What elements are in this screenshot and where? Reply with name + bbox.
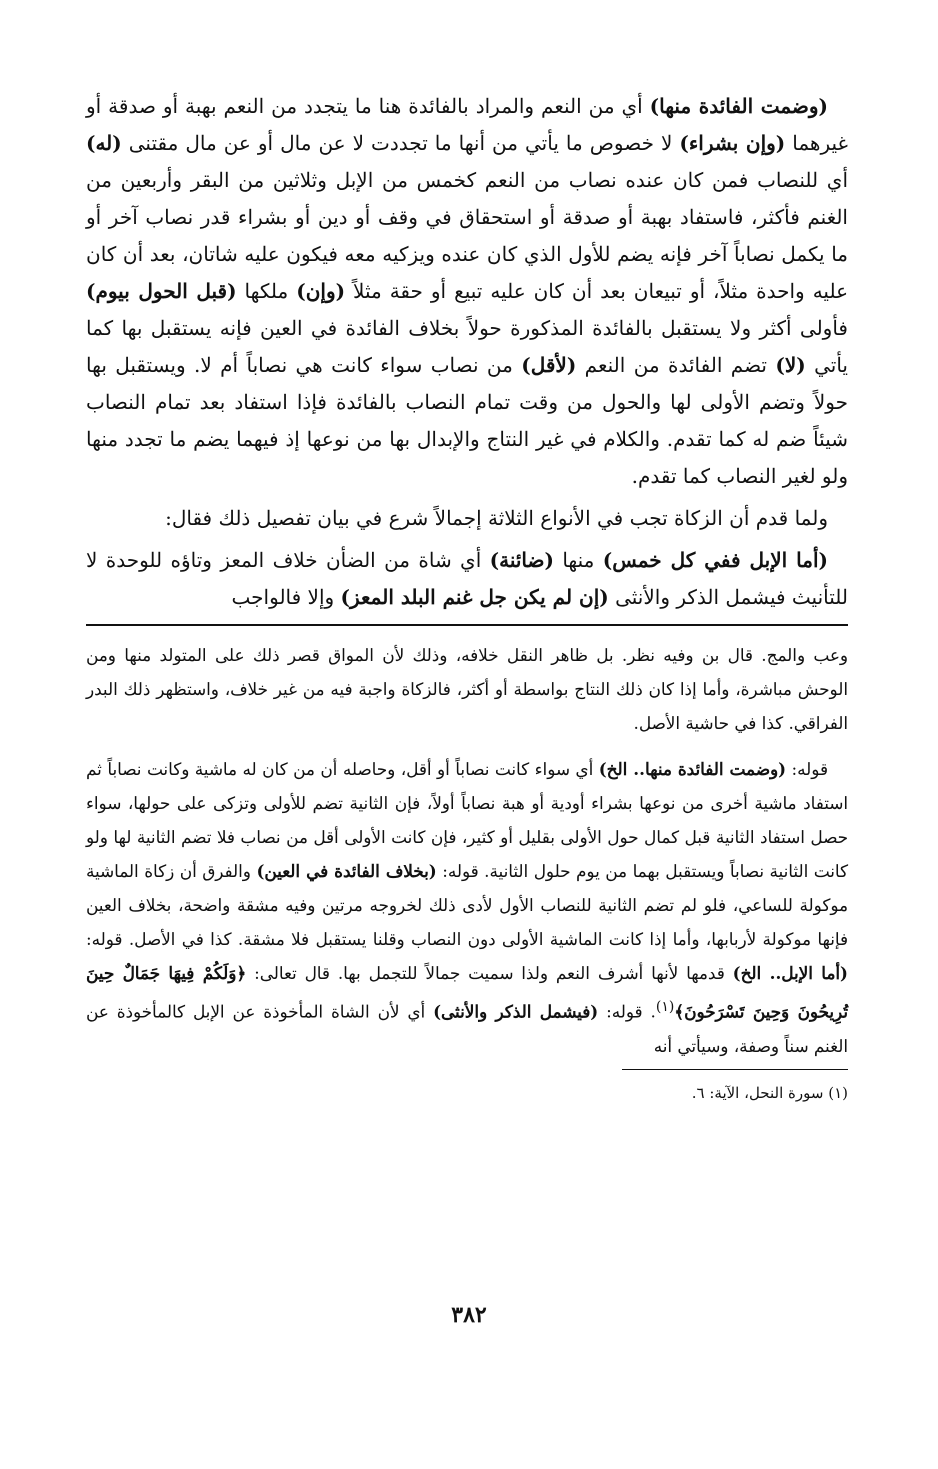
note-paragraph-1: وعب والمج. قال بن وفيه نظر. بل ظاهر النقل خلافه، وذلك لأن المواق قصر ذلك على المتولد منها ومن الوحش مباشرة، وأما إذا كان ذلك النتاج بواسطة أو أكثر، فالزكاة واجبة فيه من غير خلاف، واستظهر ذلك البدر الفراقي. كذا في حاشية الأصل.: [86, 645, 848, 733]
text-run: فأولى أكثر ولا يستقبل بالفائدة المذكورة حولاً بخلاف الفائدة في العين فإنه يستقبل بها كما يأتي: [86, 316, 848, 377]
footnote: (١) سورة النحل، الآية: ٦.: [691, 1083, 848, 1102]
page: [86, 88, 848, 1108]
main-text: [86, 88, 848, 616]
section-divider: [86, 624, 848, 626]
bold-term: (فيشمل الذكر والأنثى): [433, 1001, 599, 1022]
main-paragraph-1: [86, 88, 848, 495]
bold-term: (وإن): [296, 279, 346, 303]
text-run: أي سواء كانت نصاباً أو أقل، وحاصله أن من كان له ماشية وكانت نصاباً ثم استفاد ماشية أخرى من نوعها بشراء أودية أو هبة نصاباً أولاً، فإن الثانية تضم للأولى وتزكى على حولها، سواء حصل استفاد الثانية قبل كمال حول الأولى بقليل أو كثير، فإن كانت الأولى أقل من نصاب فلا تضم الثانية لها ولو كانت الثانية نصاباً ويستقبل بهما من يوم حلول الثانية. قوله:: [86, 759, 848, 881]
text-run: أي من النعم والمراد بالفائدة هنا ما يتجدد من النعم بهبة أو صدقة أو غيرهما: [86, 94, 848, 155]
quran-verse: ﴿وَلَكُمْ فِيهَا جَمَالٌ حِينَ تُرِيحُونَ وَحِينَ تَسْرَحُونَ﴾: [86, 963, 848, 1022]
footnote-divider: [622, 1069, 848, 1070]
bold-term: (وضمت الفائدة منها): [649, 94, 828, 118]
bold-term: (ضائنة): [489, 548, 554, 572]
text-run: من نصاب سواء كانت هي نصاباً أم لا. ويستقبل بها حولاً وتضم الأولى لها والحول من وقت تمام النصاب بالفائدة فإذا استفاد بعد تمام النصاب شيئاً ضم له كما تقدم. والكلام في غير النتاج والإبدال بها من نوعها إذ فيهما يضم ما تجدد منها ولو لغير النصاب كما تقدم.: [86, 353, 848, 488]
text-run: أي شاة من الضأن خلاف المعز وتاؤه للوحدة لا للتأنيث فيشمل الذكر والأنثى: [86, 548, 848, 609]
bold-term: (لا): [775, 353, 806, 377]
text-run: والفرق أن زكاة الماشية موكولة للساعي، فلو لم تضم الثانية للنصاب الأول لأدى ذلك لخروجه مرتين وفيه مشقة واضحة، بخلاف العين فإنها موكولة لأربابها، وأما إذا كانت الماشية الأولى دون النصاب وقلنا يستقبل فلا مشقة. كذا في الأصل. قوله:: [86, 861, 848, 949]
bold-term: (إن لم يكن جل غنم البلد المعز): [340, 585, 609, 609]
text-run: وإلا فالواجب: [231, 585, 341, 609]
main-paragraph-3: [86, 542, 848, 616]
page-number: ٣٨٢: [451, 1302, 487, 1328]
note-paragraph-2: [86, 752, 848, 1063]
bold-term: (له): [86, 131, 122, 155]
bold-term: (لأقل): [521, 353, 577, 377]
text-run: أي للنصاب فمن كان عنده نصاب من النعم كخمس من الإبل وثلاثين من البقر وأربعين من الغنم فأكثر، فاستفاد بهبة أو صدقة أو استحقاق في وقف أو دين أو بشراء قدر نصاب آخر أو ما يكمل نصاباً آخر فإنه يضم للأول الذي كان عنده ويزكيه معه فيكون عليه شاتان، بعد أن كان عليه واحدة مثلاً، أو تبيعان بعد أن كان عليه تبيع أو حقة مثلاً: [86, 168, 849, 303]
text-run: منها: [553, 548, 603, 572]
text-run: قوله:: [786, 759, 828, 779]
bold-term: (قبل الحول بيوم): [86, 279, 237, 303]
bold-term: (أما الإبل ففي كل خمس): [602, 548, 828, 572]
footnote-marker: (١): [655, 999, 675, 1015]
bold-term: (بخلاف الفائدة في العين): [256, 861, 437, 881]
text-run: ملكها: [236, 279, 297, 303]
bold-term: (وإن بشراء): [679, 131, 786, 155]
bold-term: (أما الإبل.. الخ): [732, 963, 848, 983]
bold-term: (وضمت الفائدة منها.. الخ): [598, 759, 787, 779]
text-run: تضم الفائدة من النعم: [576, 353, 776, 377]
main-paragraph-2: ولما قدم أن الزكاة تجب في الأنواع الثلاثة إجمالاً شرع في بيان تفصيل ذلك فقال:: [165, 506, 828, 530]
text-run: لا خصوص ما يأتي من أنها ما تجددت لا عن مال أو عن مال مقتنى: [121, 131, 680, 155]
text-run: . قوله:: [598, 1001, 656, 1022]
text-run: أي لأن الشاة المأخوذة عن الإبل كالمأخوذة عن الغنم سناً وصفة، وسيأتي أنه: [86, 1001, 848, 1056]
text-run: قدمها لأنها أشرف النعم ولذا سميت جمالاً للتجمل بها. قال تعالى:: [246, 963, 733, 983]
commentary-notes: [86, 638, 848, 1063]
